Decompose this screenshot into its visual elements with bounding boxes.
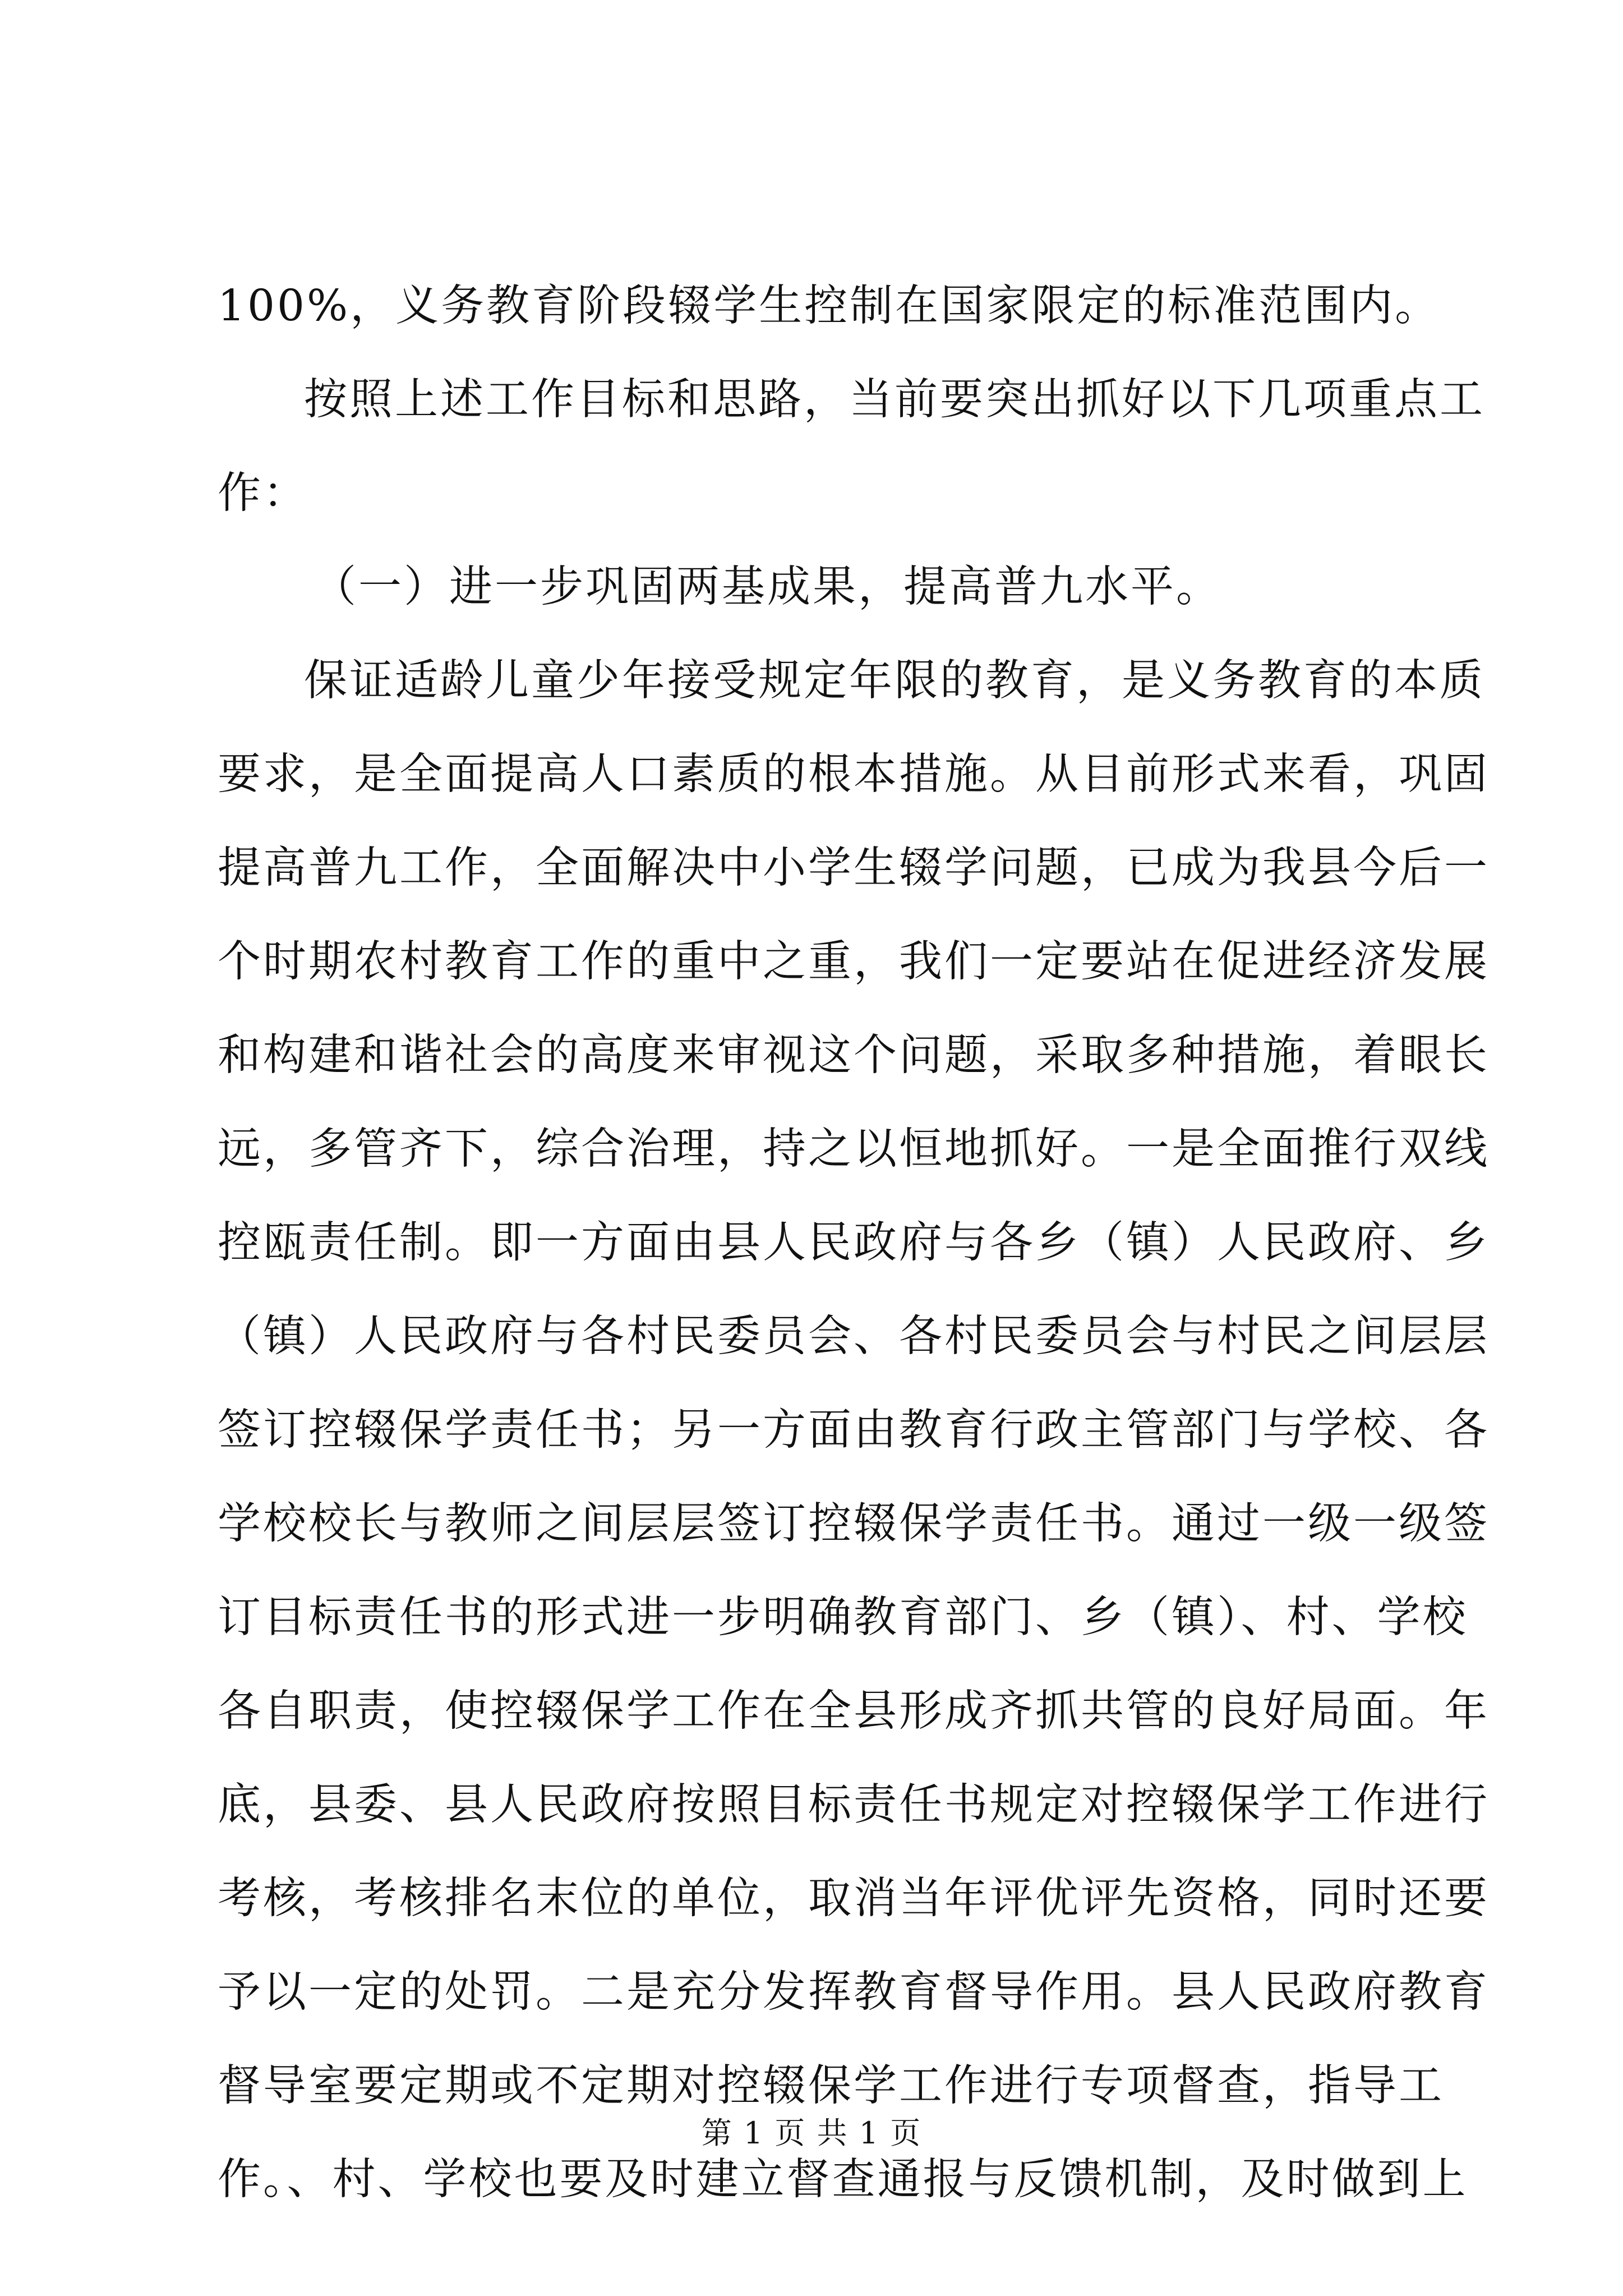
text-line: 提高普九工作，全面解决中小学生辍学问题，已成为我县今后一 [218,843,1490,893]
text-line: 保证适龄儿童少年接受规定年限的教育，是义务教育的本质 [304,656,1485,706]
text-line: 学校校长与教师之间层层签订控辍保学责任书。通过一级一级签 [218,1499,1490,1549]
document-body [218,259,1490,2226]
text-line: 督导室要定期或不定期对控辍保学工作进行专项督查，指导工 [218,2061,1444,2111]
text-line: 作。、村、学校也要及时建立督查通报与反馈机制，及时做到上 [218,2155,1468,2205]
text-line: 远，多管齐下，综合治理，持之以恒地抓好。一是全面推行双线 [218,1124,1490,1174]
page-number-label: 第 1 页 共 1 页 [701,2115,922,2151]
text-line: 各自职责，使控辍保学工作在全县形成齐抓共管的良好局面。年 [218,1686,1490,1736]
text-line: 按照上述工作目标和思路，当前要突出抓好以下几项重点工 [304,375,1485,425]
text-line: （镇）人民政府与各村民委员会、各村民委员会与村民之间层层 [218,1312,1490,1361]
text-line: 签订控辍保学责任书；另一方面由教育行政主管部门与学校、各 [218,1405,1490,1455]
text-line: 个时期农村教育工作的重中之重，我们一定要站在促进经济发展 [218,937,1490,987]
text-line: 予以一定的处罚。二是充分发挥教育督导作用。县人民政府教育 [218,1967,1490,2017]
page-footer [0,2114,1623,2153]
text-line: 要求，是全面提高人口素质的根本措施。从目前形式来看，巩固 [218,749,1490,799]
text-line: 考核，考核排名末位的单位，取消当年评优评先资格，同时还要 [218,1874,1490,1924]
text-line: 100%，义务教育阶段辍学生控制在国家限定的标准范围内。 [218,281,1441,331]
text-line: 和构建和谐社会的高度来审视这个问题，采取多种措施，着眼长 [218,1030,1490,1080]
text-line: 作： [218,468,308,518]
text-line: 底，县委、县人民政府按照目标责任书规定对控辍保学工作进行 [218,1780,1490,1830]
section-heading: （一）进一步巩固两基成果，提高普九水平。 [313,562,1221,612]
text-line: 订目标责任书的形式进一步明确教育部门、乡（镇）、村、学校 [218,1593,1468,1642]
text-line: 控瓯责任制。即一方面由县人民政府与各乡（镇）人民政府、乡 [218,1218,1490,1268]
